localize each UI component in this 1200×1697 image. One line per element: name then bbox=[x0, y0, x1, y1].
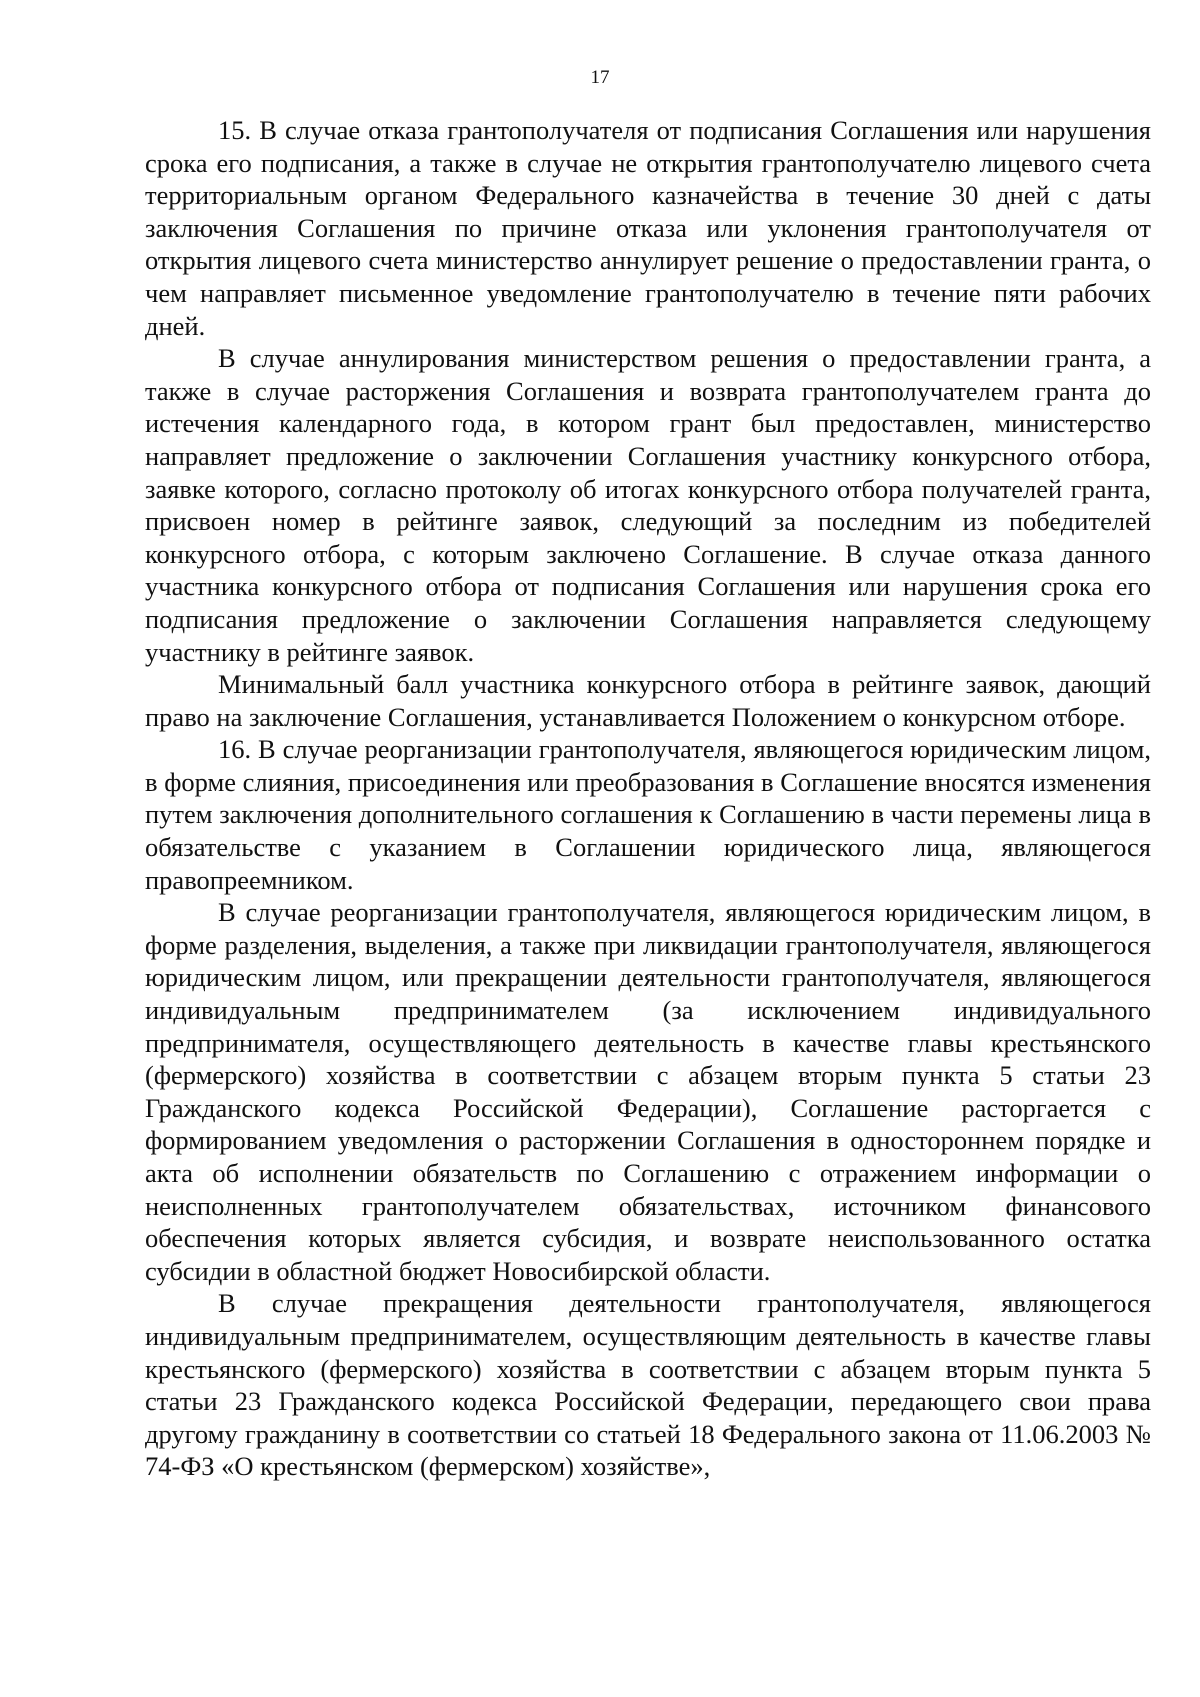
document-body bbox=[145, 114, 1151, 1483]
paragraph-16: 16. В случае реорганизации грантополучателя, являющегося юридическим лицом, в форме слияния, присоединения или преобразования в Соглашение вносятся изменения путем заключения дополнительного соглашения к Соглашению в части перемены лица в обязательстве с указанием в Соглашении юридического лица, являющегося правопреемником. bbox=[145, 734, 1151, 895]
paragraph-termination: В случае прекращения деятельности грантополучателя, являющегося индивидуальным предпринимателем, осуществляющим деятельность в качестве главы крестьянского (фермерского) хозяйства в соответствии с абзацем вторым пункта 5 статьи 23 Гражданского кодекса Российской Федерации, передающего свои права другому гражданину в соответствии со статьей 18 Федерального закона от 11.06.2003 № 74-ФЗ «О крестьянском (фермерском) хозяйстве», bbox=[145, 1288, 1151, 1482]
paragraph-15: 15. В случае отказа грантополучателя от подписания Соглашения или нарушения срока его подписания, а также в случае не открытия грантополучателю лицевого счета территориальным органом Федерального казначейства в течение 30 дней с даты заключения Соглашения по причине отказа или уклонения грантополучателя от открытия лицевого счета министерство аннулирует решение о предоставлении гранта, о чем направляет письменное уведомление грантополучателю в течение пяти рабочих дней. bbox=[145, 115, 1151, 341]
paragraph-minimum-score: Минимальный балл участника конкурсного отбора в рейтинге заявок, дающий право на заключение Соглашения, устанавливается Положением о конкурсном отборе. bbox=[145, 669, 1151, 732]
page-number: 17 bbox=[590, 67, 610, 88]
paragraph-annulment: В случае аннулирования министерством решения о предоставлении гранта, а также в случае расторжения Соглашения и возврата грантополучателем гранта до истечения календарного года, в котором грант был предоставлен, министерство направляет предложение о заключении Соглашения участнику конкурсного отбора, заявке которого, согласно протоколу об итогах конкурсного отбора получателей гранта, присвоен номер в рейтинге заявок, следующий за последним из победителей конкурсного отбора, с которым заключено Соглашение. В случае отказа данного участника конкурсного отбора от подписания Соглашения или нарушения срока его подписания предложение о заключении Соглашения направляется следующему участнику в рейтинге заявок. bbox=[145, 343, 1151, 667]
paragraph-reorganization: В случае реорганизации грантополучателя, являющегося юридическим лицом, в форме разделения, выделения, а также при ликвидации грантополучателя, являющегося юридическим лицом, или прекращении деятельности грантополучателя, являющегося индивидуальным предпринимателем (за исключением индивидуального предпринимателя, осуществляющего деятельность в качестве главы крестьянского (фермерского) хозяйства в соответствии с абзацем вторым пункта 5 статьи 23 Гражданского кодекса Российской Федерации), Соглашение расторгается с формированием уведомления о расторжении Соглашения в одностороннем порядке и акта об исполнении обязательств по Соглашению с отражением информации о неисполненных грантополучателем обязательствах, источником финансового обеспечения которых является субсидия, и возврате неиспользованного остатка субсидии в областной бюджет Новосибирской области. bbox=[145, 897, 1151, 1286]
